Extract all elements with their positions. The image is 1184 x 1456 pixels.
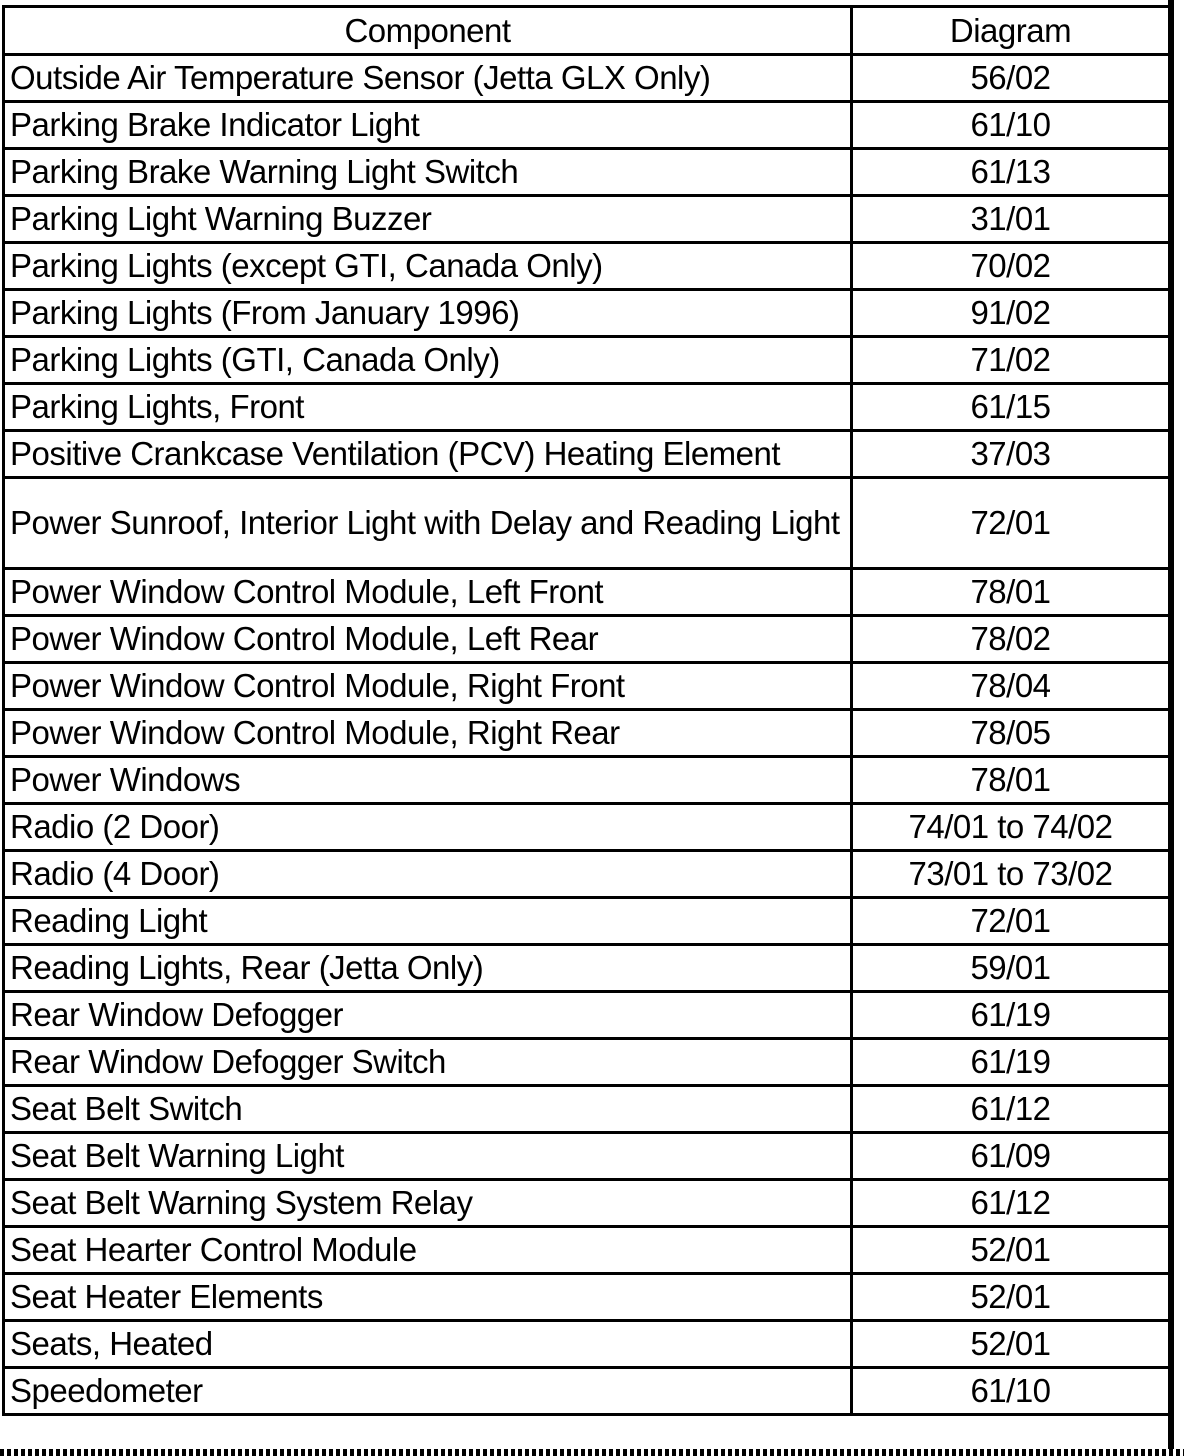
table-row <box>4 431 1170 478</box>
diagram-cell: 61/12 <box>852 1086 1170 1133</box>
component-cell: Parking Light Warning Buzzer <box>4 196 852 243</box>
component-cell: Parking Lights (GTI, Canada Only) <box>4 337 852 384</box>
table-row <box>4 1321 1170 1368</box>
table-row <box>4 851 1170 898</box>
table-row <box>4 478 1170 569</box>
diagram-cell: 59/01 <box>852 945 1170 992</box>
component-cell: Speedometer <box>4 1368 852 1415</box>
table-row <box>4 569 1170 616</box>
diagram-cell: 37/03 <box>852 431 1170 478</box>
table-row <box>4 102 1170 149</box>
component-cell: Rear Window Defogger Switch <box>4 1039 852 1086</box>
table-row <box>4 149 1170 196</box>
component-cell: Reading Lights, Rear (Jetta Only) <box>4 945 852 992</box>
table-row <box>4 804 1170 851</box>
table-row <box>4 898 1170 945</box>
diagram-cell: 61/15 <box>852 384 1170 431</box>
component-cell: Seat Heater Elements <box>4 1274 852 1321</box>
diagram-cell: 70/02 <box>852 243 1170 290</box>
table-row <box>4 55 1170 102</box>
component-cell: Parking Lights (From January 1996) <box>4 290 852 337</box>
diagram-cell: 56/02 <box>852 55 1170 102</box>
component-cell: Seat Belt Warning Light <box>4 1133 852 1180</box>
diagram-cell: 78/05 <box>852 710 1170 757</box>
component-cell: Power Window Control Module, Left Rear <box>4 616 852 663</box>
table-row <box>4 1086 1170 1133</box>
component-cell: Rear Window Defogger <box>4 992 852 1039</box>
diagram-cell: 61/10 <box>852 102 1170 149</box>
diagram-cell: 72/01 <box>852 478 1170 569</box>
diagram-cell: 61/12 <box>852 1180 1170 1227</box>
table-row <box>4 290 1170 337</box>
diagram-cell: 74/01 to 74/02 <box>852 804 1170 851</box>
table-row <box>4 992 1170 1039</box>
table-row <box>4 1039 1170 1086</box>
diagram-cell: 71/02 <box>852 337 1170 384</box>
table-row <box>4 663 1170 710</box>
diagram-cell: 78/02 <box>852 616 1170 663</box>
component-cell: Radio (2 Door) <box>4 804 852 851</box>
column-header-diagram: Diagram <box>852 7 1170 55</box>
component-cell: Reading Light <box>4 898 852 945</box>
diagram-cell: 78/01 <box>852 569 1170 616</box>
bottom-border-edge <box>0 1449 1184 1456</box>
table-body <box>4 55 1170 1415</box>
diagram-cell: 78/01 <box>852 757 1170 804</box>
component-cell: Parking Lights (except GTI, Canada Only) <box>4 243 852 290</box>
component-cell: Seat Belt Warning System Relay <box>4 1180 852 1227</box>
diagram-cell: 73/01 to 73/02 <box>852 851 1170 898</box>
diagram-cell: 78/04 <box>852 663 1170 710</box>
table-row <box>4 337 1170 384</box>
component-cell: Radio (4 Door) <box>4 851 852 898</box>
diagram-cell: 61/10 <box>852 1368 1170 1415</box>
header-row <box>4 7 1170 55</box>
component-cell: Seat Belt Switch <box>4 1086 852 1133</box>
table-row <box>4 1274 1170 1321</box>
diagram-cell: 61/19 <box>852 1039 1170 1086</box>
component-diagram-table <box>2 5 1171 1416</box>
diagram-cell: 52/01 <box>852 1227 1170 1274</box>
table-row <box>4 1368 1170 1415</box>
diagram-cell: 91/02 <box>852 290 1170 337</box>
component-cell: Power Windows <box>4 757 852 804</box>
component-cell: Parking Brake Warning Light Switch <box>4 149 852 196</box>
table-row <box>4 1227 1170 1274</box>
table-row <box>4 1133 1170 1180</box>
table-row <box>4 1180 1170 1227</box>
diagram-cell: 52/01 <box>852 1274 1170 1321</box>
column-header-component: Component <box>4 7 852 55</box>
component-cell: Seats, Heated <box>4 1321 852 1368</box>
component-cell: Parking Brake Indicator Light <box>4 102 852 149</box>
table-row <box>4 243 1170 290</box>
diagram-cell: 61/19 <box>852 992 1170 1039</box>
component-cell: Power Sunroof, Interior Light with Delay and Reading Light <box>4 478 852 569</box>
component-cell: Power Window Control Module, Right Front <box>4 663 852 710</box>
table-row <box>4 710 1170 757</box>
diagram-cell: 61/09 <box>852 1133 1170 1180</box>
table-row <box>4 757 1170 804</box>
component-cell: Outside Air Temperature Sensor (Jetta GLX Only) <box>4 55 852 102</box>
diagram-cell: 61/13 <box>852 149 1170 196</box>
table-row <box>4 384 1170 431</box>
component-cell: Positive Crankcase Ventilation (PCV) Heating Element <box>4 431 852 478</box>
component-cell: Power Window Control Module, Right Rear <box>4 710 852 757</box>
diagram-cell: 72/01 <box>852 898 1170 945</box>
component-cell: Seat Hearter Control Module <box>4 1227 852 1274</box>
table-row <box>4 945 1170 992</box>
component-cell: Parking Lights, Front <box>4 384 852 431</box>
table-row <box>4 196 1170 243</box>
right-border-edge <box>1168 0 1174 1456</box>
table-row <box>4 616 1170 663</box>
diagram-cell: 52/01 <box>852 1321 1170 1368</box>
component-cell: Power Window Control Module, Left Front <box>4 569 852 616</box>
diagram-cell: 31/01 <box>852 196 1170 243</box>
